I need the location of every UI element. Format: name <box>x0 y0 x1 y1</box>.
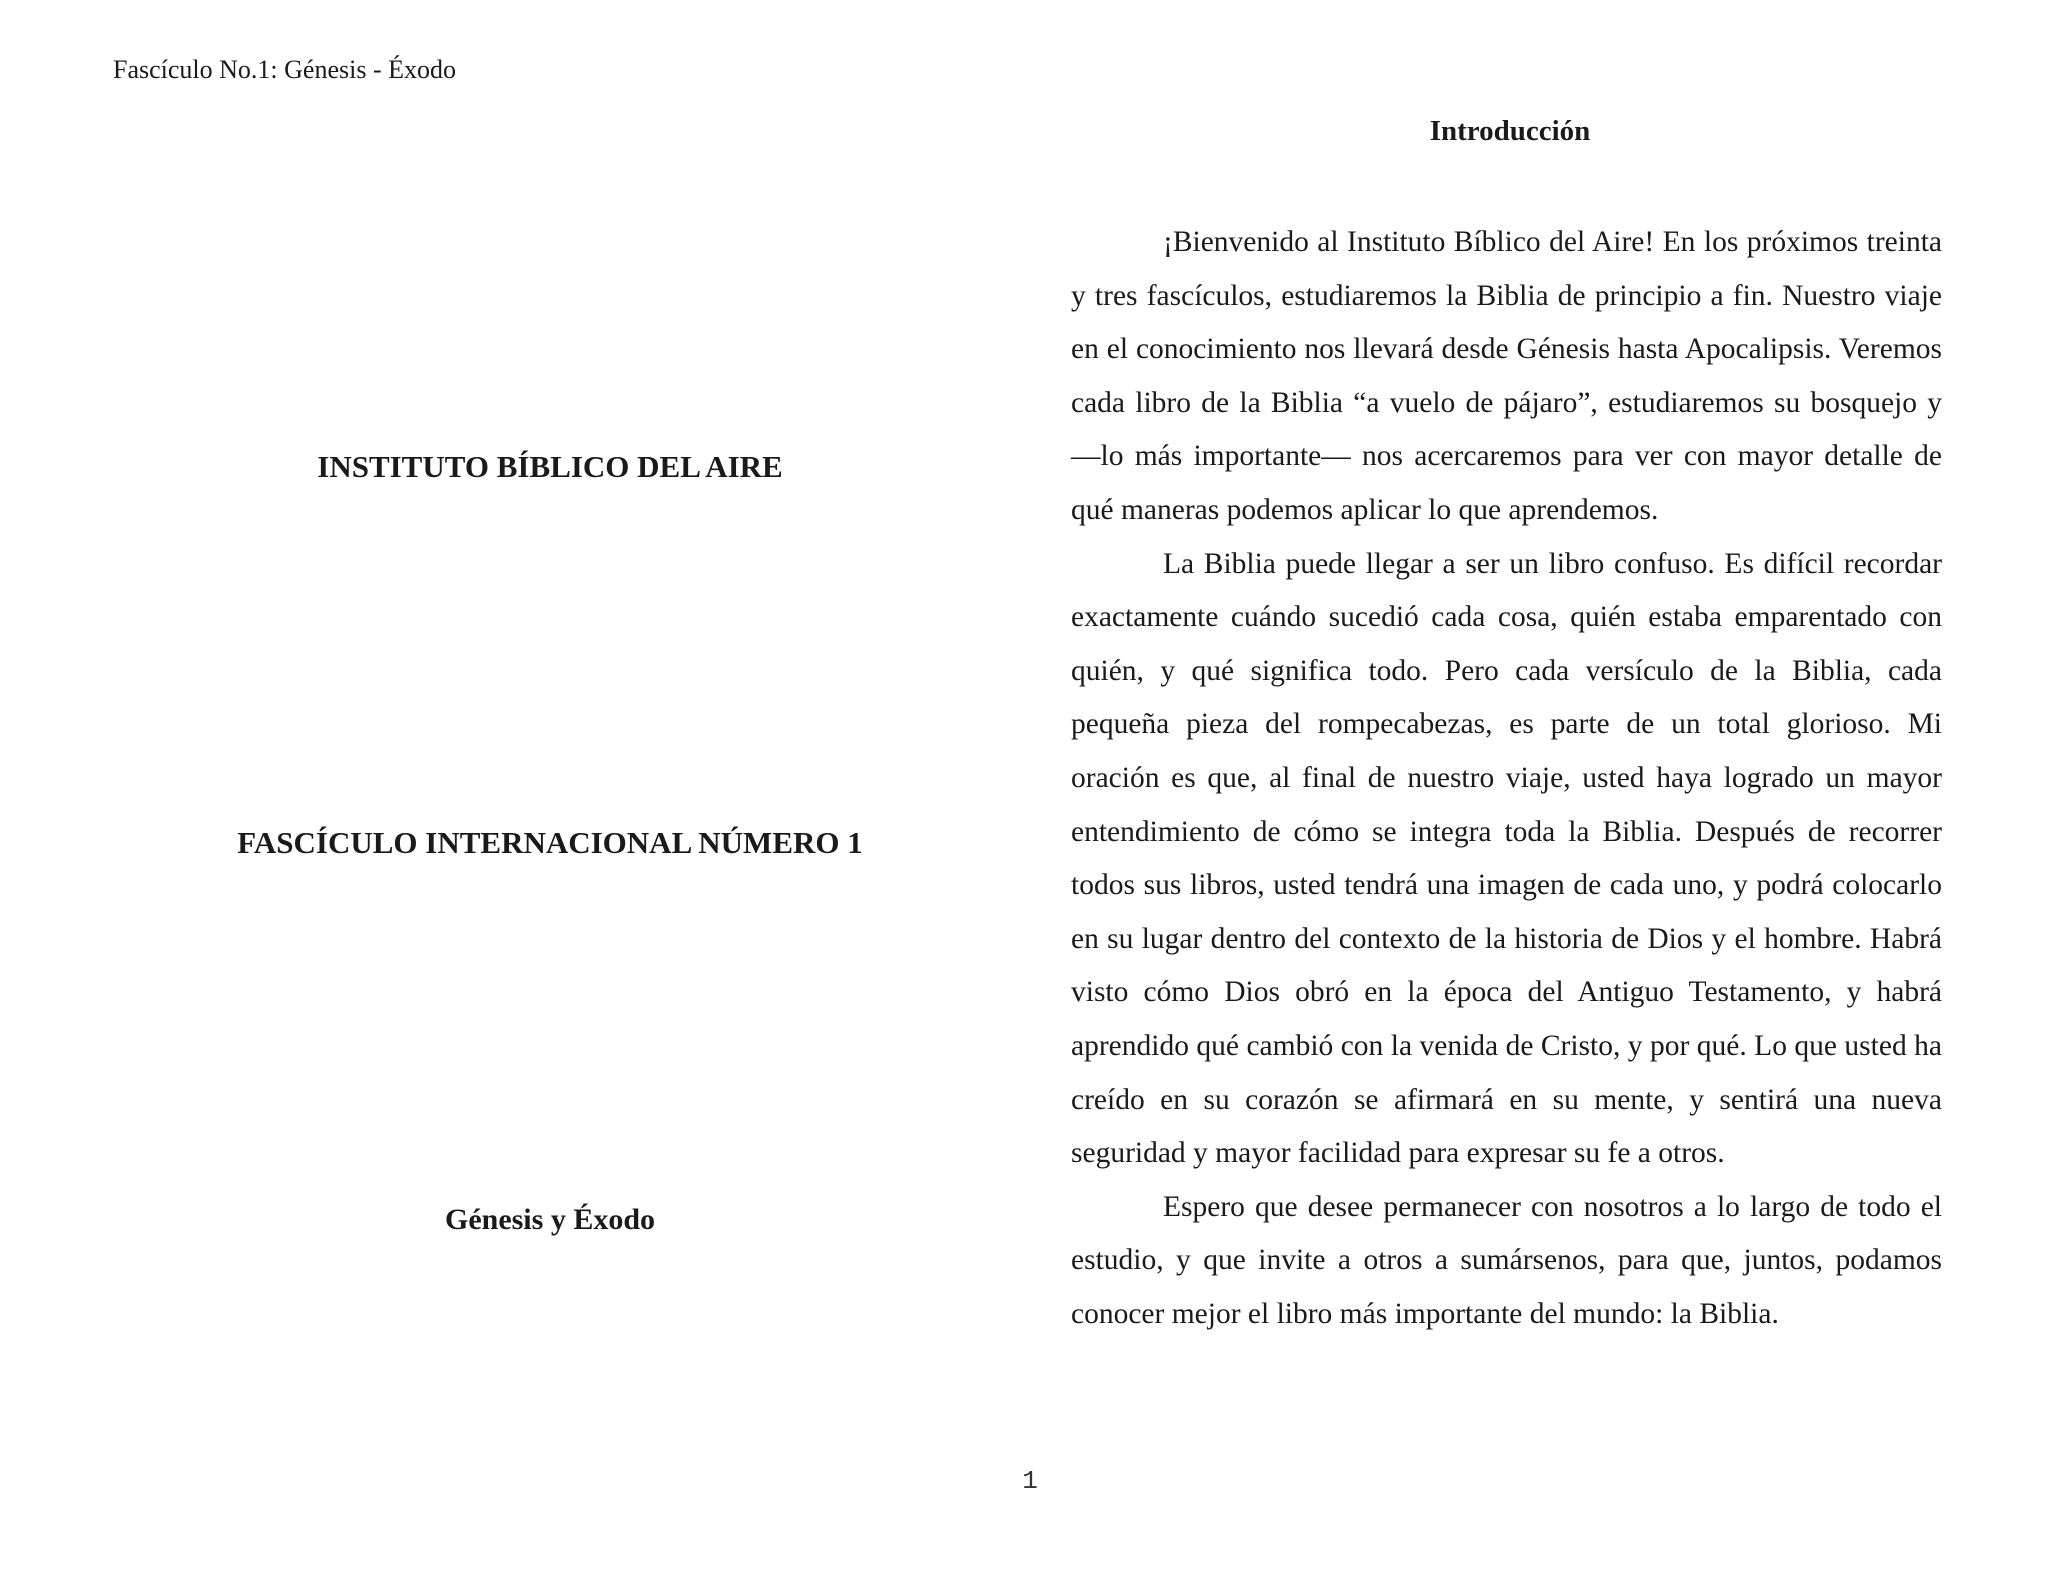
introduction-paragraph: Espero que desee permanecer con nosotros a lo largo de todo el estudio, y que invite a otros a sumársenos, para que, juntos, podamos conocer mejor el libro más importante del mundo: la Biblia. <box>1071 1190 1942 1330</box>
running-header: Fascículo No.1: Génesis - Éxodo <box>113 55 457 84</box>
introduction-paragraph: ¡Bienvenido al Instituto Bíblico del Aire! En los próximos treinta y tres fascículos, estudiaremos la Biblia de principio a fin. Nuestro viaje en el conocimiento nos llevará desde Génesis hasta Apocalipsis. Veremos cada libro de la Biblia “a vuelo de pájaro”, estudiaremos su bosquejo y —lo más importante— nos acercaremos para ver con mayor detalle de qué maneras podemos aplicar lo que aprendemos. <box>1071 226 1942 526</box>
cover-books: Génesis y Éxodo <box>444 1203 656 1236</box>
introduction-body <box>1071 216 1942 1341</box>
cover-title: INSTITUTO BÍBLICO DEL AIRE <box>317 449 783 484</box>
introduction-heading: Introducción <box>1429 115 1591 147</box>
introduction-paragraph: La Biblia puede llegar a ser un libro confuso. Es difícil recordar exactamente cuándo sucedió cada cosa, quién estaba emparentado con quién, y qué significa todo. Pero cada versículo de la Biblia, cada pequeña pieza del rompecabezas, es parte de un total glorioso. Mi oración es que, al final de nuestro viaje, usted haya logrado un mayor entendimiento de cómo se integra toda la Biblia. Después de recorrer todos sus libros, usted tendrá una imagen de cada uno, y podrá colocarlo en su lugar dentro del contexto de la historia de Dios y el hombre. Habrá visto cómo Dios obró en la época del Antiguo Testamento, y habrá aprendido qué cambió con la venida de Cristo, y por qué. Lo que usted ha creído en su corazón se afirmará en su mente, y sentirá una nueva seguridad y mayor facilidad para expresar su fe a otros. <box>1071 547 1942 1170</box>
page-number: 1 <box>1022 1466 1038 1496</box>
cover-subtitle: FASCÍCULO INTERNACIONAL NÚMERO 1 <box>237 825 863 860</box>
